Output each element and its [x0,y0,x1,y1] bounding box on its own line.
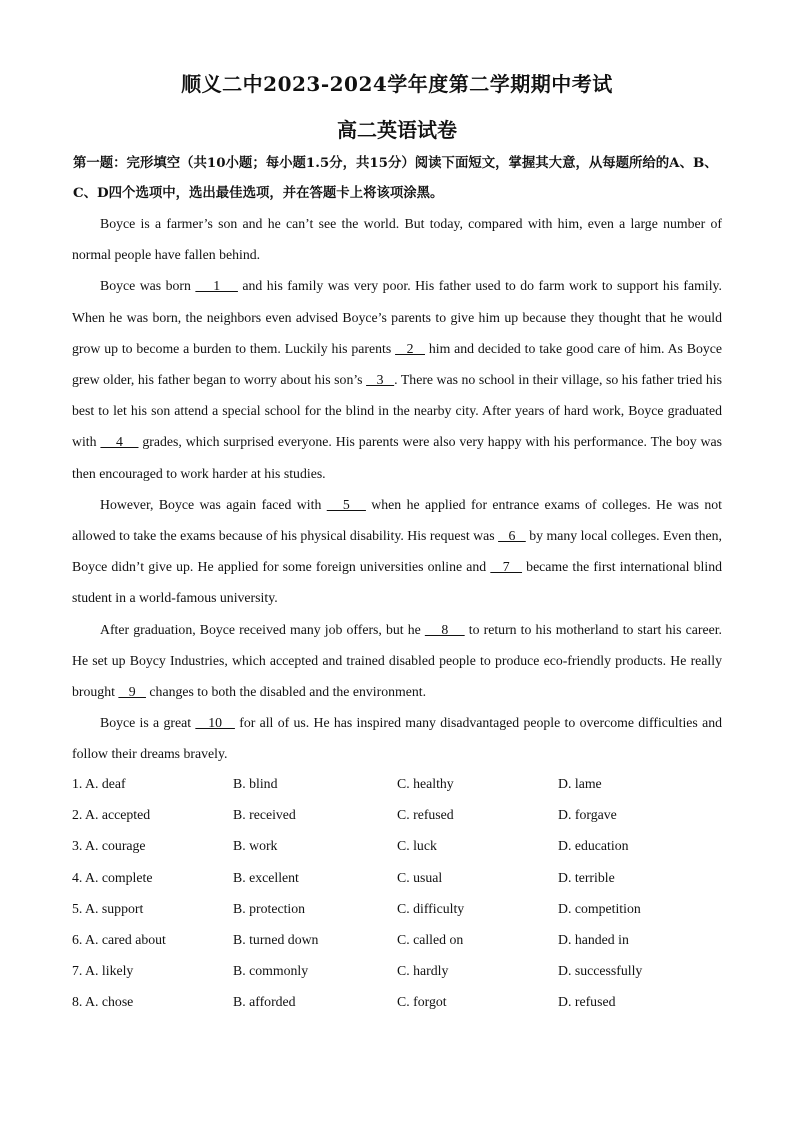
blank-2: 2 [395,340,425,356]
option-a: 4. A. complete [72,869,153,885]
text-span: grades, which surprised everyone. His parents were also very happy with his performance. The boy was then encouraged to work harder at his studies. [72,434,722,481]
text-span: by many local colleges. Even then, Boyce didn’t give up. He applied for some foreign universities online and [72,528,722,575]
option-b: B. blind [233,776,278,791]
option-a: 6. A. cared about [72,931,166,947]
option-d: D. lame [558,776,602,791]
option-a: 3. A. courage [72,838,146,854]
text-span: However, Boyce was again faced with [100,496,327,512]
blank-4: 4 [100,434,139,450]
paragraph-5 [72,707,722,769]
blank-1: 1 [195,278,238,294]
question-4-options [72,862,722,893]
answer-options [72,768,722,1018]
question-6-options [72,924,722,955]
section-instruction: 第一题：完形填空（共10小题；每小题1.5分，共15分）阅读下面短文，掌握其大意，从每题所给的A、B、C、D四个选项中，选出最佳选项，并在答题卡上将该项涂黑。 [73,155,718,201]
option-b: B. received [233,807,296,823]
option-a: 8. A. chose [72,994,134,1010]
option-d: D. successfully [558,963,643,979]
option-b: B. turned down [233,931,319,947]
blank-10: 10 [195,715,235,731]
text-span: to return to his motherland to start his career. He set up Boycy Industries, which accepted and trained disabled people to produce eco-friendly products. He really brought [72,621,722,700]
text-span: for all of us. He has inspired many disadvantaged people to overcome difficulties and follow their dreams bravely. [72,715,722,762]
blank-6: 6 [498,528,526,544]
exam-title: 顺义二中2023-2024学年度第二学期期中考试 [181,72,613,96]
option-c: C. usual [397,869,443,885]
question-3-options [72,830,722,861]
option-b: B. work [233,838,278,854]
text-span: After graduation, Boyce received many job offers, but he [100,621,425,637]
option-b: B. excellent [233,869,299,885]
cloze-passage [72,208,722,770]
blank-7: 7 [490,559,523,575]
option-d: D. handed in [558,931,629,947]
option-b: B. afforded [233,994,296,1010]
option-d: D. education [558,838,629,854]
option-c: C. forgot [397,994,447,1010]
paragraph-4 [72,614,722,708]
exam-subtitle: 高二英语试卷 [337,118,457,142]
question-7-options [72,955,722,986]
question-2-options [72,799,722,830]
text-span: and his family was very poor. His father used to do farm work to support his family. When he was born, the neighbors even advised Boyce’s parents to give him up because they thought that he would grow up to become a burden to them. Luckily his parents [72,278,723,356]
blank-5: 5 [326,496,366,512]
option-a: 1. A. deaf [72,776,126,791]
question-1-options [72,768,722,799]
option-a: 2. A. accepted [72,807,151,823]
option-c: C. refused [397,807,454,823]
text-span: . There was no school in their village, so his father tried his best to let his son attend a special school for the blind in the nearby city. After years of hard work, Boyce graduated with [72,372,722,450]
question-8-options [72,986,722,1017]
option-c: C. difficulty [397,900,465,916]
option-b: B. commonly [233,963,309,979]
option-c: C. called on [397,931,464,947]
option-a: 5. A. support [72,900,144,916]
blank-9: 9 [118,684,146,700]
blank-3: 3 [366,372,395,388]
option-c: C. healthy [397,776,454,791]
text-span: Boyce is a great [100,715,196,731]
paragraph-3 [72,489,722,614]
option-d: D. terrible [558,869,615,885]
option-c: C. luck [397,838,437,854]
text-span: when he applied for entrance exams of colleges. He was not allowed to take the exams because of his physical disability. His request was [72,496,722,544]
option-c: C. hardly [397,963,449,979]
text-span: Boyce was born [100,278,196,294]
option-b: B. protection [233,900,306,916]
question-5-options [72,893,722,924]
blank-8: 8 [424,621,465,637]
paragraph-1: Boyce is a farmer’s son and he can’t see the world. But today, compared with him, even a large number of normal people have fallen behind. [72,216,722,263]
text-span: him and decided to take good care of him. As Boyce grew older, his father began to worry about his son’s [72,340,722,388]
option-a: 7. A. likely [72,963,134,979]
text-span: became the first international blind student in a world-famous university. [72,559,722,606]
option-d: D. refused [558,994,616,1010]
option-d: D. competition [558,900,641,916]
text-span: changes to both the disabled and the environment. [145,684,427,700]
option-d: D. forgave [558,807,617,823]
paragraph-2 [72,270,722,488]
